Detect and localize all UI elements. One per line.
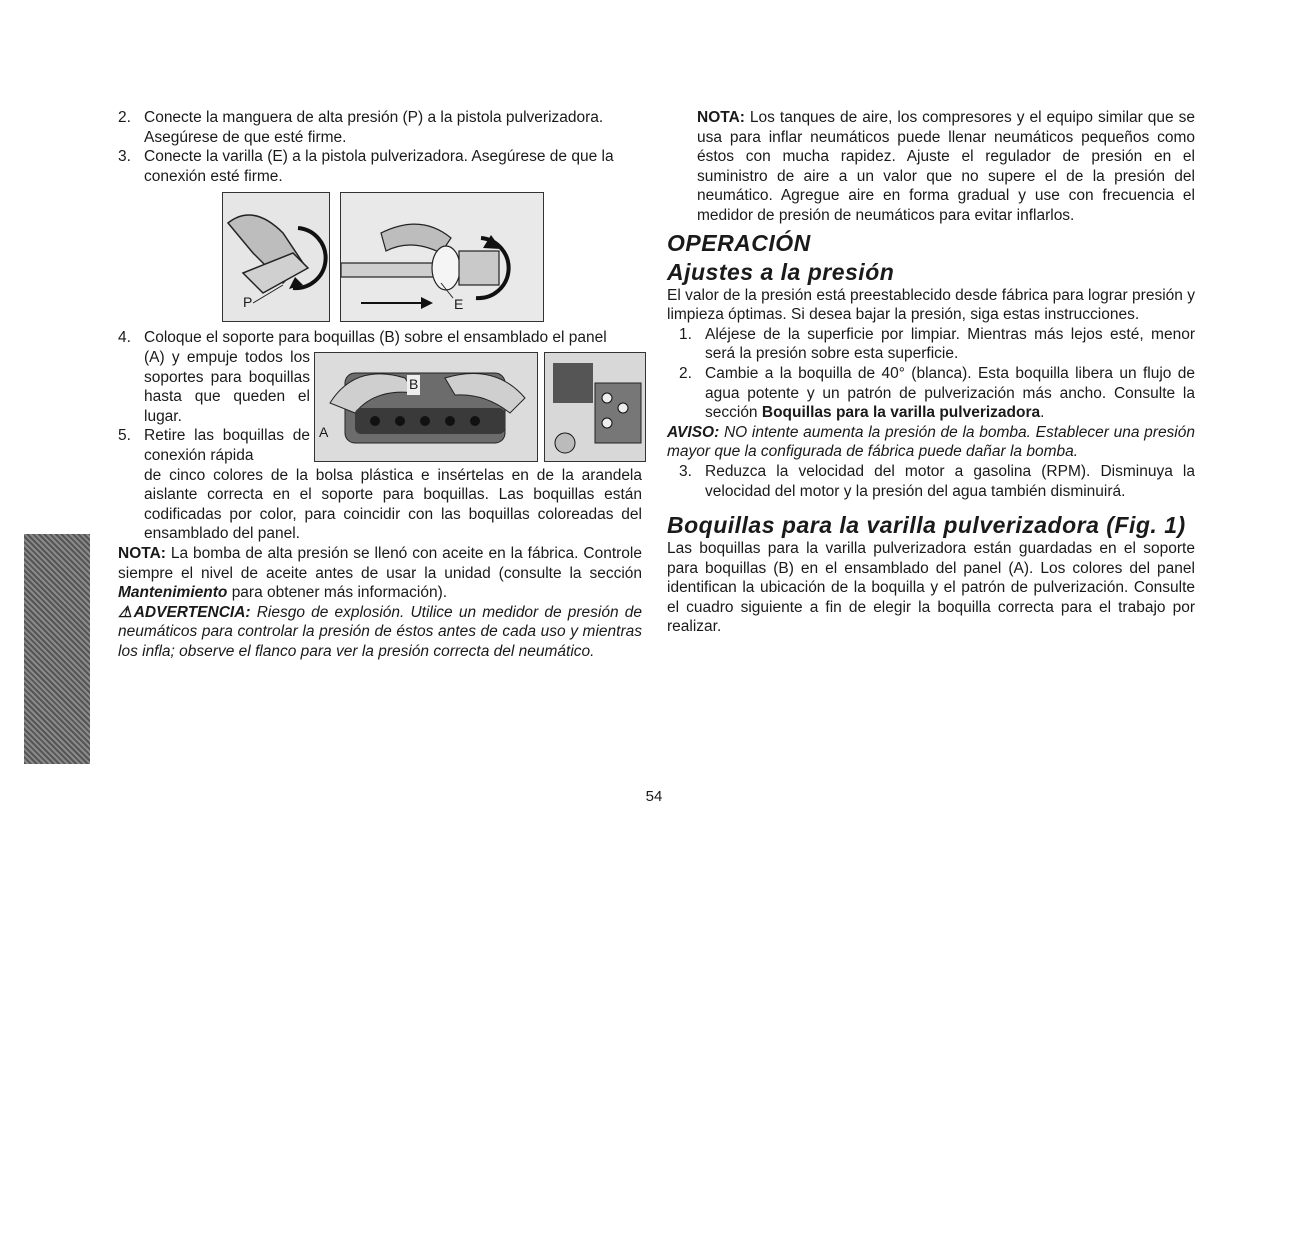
nota-text-end: para obtener más información).: [231, 584, 448, 602]
step-section-ref: Boquillas para la varilla pulverizadora: [761, 404, 1041, 422]
ajuste-step-3: [667, 462, 1195, 501]
nota-text: Los tanques de aire, los compresores y el equipo similar que se usa para inflar neumáticos puede llenar neumáticos pequeños como éstos con mucha rapidez. Ajuste el regulador de presión en el suministro de aire a un valor que no supere el de la presión del neumático. Agregue aire en forma gradual y use con frecuencia el medidor de presión de neumáticos para evitar inflarlos.: [697, 109, 1195, 224]
connection-figures: [222, 192, 642, 322]
step-3: [118, 147, 642, 186]
heading-boquillas: Boquillas para la varilla pulverizadora (Fig. 1): [667, 512, 1186, 539]
heading-operacion: OPERACIÓN: [667, 229, 811, 256]
wand-gun-illustration: [341, 193, 543, 321]
language-tab: [24, 534, 90, 1234]
nozzle-holder-illustration: [315, 353, 537, 461]
step-text-end: .: [1040, 404, 1045, 422]
step-text: Coloque el soporte para boquillas (B) sobre el ensamblado el panel: [144, 329, 607, 347]
figure-label-p: P: [243, 294, 253, 311]
aviso-pump: [667, 423, 1195, 462]
nozzle-closeup-illustration: [545, 353, 645, 461]
nozzle-holder-figure: [314, 352, 538, 462]
step-5-continued: de cinco colores de la bolsa plástica e insértelas en de la arandela aislante correcta en el soporte para boquillas. Las boquillas están codificadas por color, para coincidir con las boquillas coloreadas del ensamblado del panel.: [144, 466, 642, 543]
wand-connection-figure: [340, 192, 544, 322]
step-text: Conecte la manguera de alta presión (P) a la pistola pulverizadora. Asegúrese de que esté firme.: [144, 109, 604, 146]
hose-connection-figure: [222, 192, 330, 322]
aviso-label: AVISO:: [667, 423, 720, 441]
figure-label-b: B: [407, 375, 420, 395]
step-text: Conecte la varilla (E) a la pistola pulverizadora. Asegúrese de que la conexión esté firme.: [144, 148, 614, 185]
step-number: 1.: [679, 325, 692, 343]
page-number: 54: [645, 788, 663, 805]
heading-ajustes-presion: Ajustes a la presión: [667, 258, 895, 285]
figure-label-a: A: [319, 423, 329, 440]
nozzle-closeup-figure: [544, 352, 646, 462]
ajuste-step-2: [667, 364, 1195, 423]
right-column: [667, 108, 1195, 637]
advertencia-explosion: [118, 603, 642, 662]
step-2: [118, 108, 642, 147]
language-tab-label: Español: [57, 1117, 90, 1234]
step-4-5-text: [118, 348, 310, 466]
step-number: 2.: [679, 364, 692, 382]
ajustes-intro: El valor de la presión está preestablecido desde fábrica para lograr presión y limpieza óptimas. Si desea bajar la presión, siga estas instrucciones.: [667, 286, 1195, 324]
aviso-text: NO intente aumenta la presión de la bomba. Establecer una presión mayor que la configurada de fábrica puede dañar la bomba.: [667, 423, 1195, 461]
step-number: 5.: [118, 427, 131, 445]
hose-gun-illustration: [223, 193, 329, 321]
nota-label: NOTA:: [118, 544, 166, 562]
left-column: [118, 108, 642, 661]
step-text: Retire las boquillas de conexión rápida: [144, 427, 310, 464]
ajuste-step-1: [667, 325, 1195, 364]
boquillas-text: Las boquillas para la varilla pulverizadora están guardadas en el soporte para boquillas (B) en el ensamblado del panel (A). Los colores del panel identifican la ubicación de la boquilla y el patrón de pulverización. Consulte el cuadro siguiente a fin de elegir la boquilla correcta para el trabajo por realizar.: [667, 540, 1195, 636]
nota-section-ref: Mantenimiento: [118, 584, 228, 602]
step-text: [705, 364, 1195, 423]
nota-pump-oil: [118, 544, 642, 603]
step-text: Reduzca la velocidad del motor a gasolina (RPM). Disminuya la velocidad del motor y la presión del agua también disminuirá.: [705, 462, 1195, 500]
step-number: 4.: [118, 329, 131, 347]
step-number: 3.: [679, 462, 692, 480]
step-4-continued: (A) y empuje todos los soportes para boquillas hasta que queden el lugar.: [144, 348, 310, 425]
figure-label-e: E: [454, 296, 464, 313]
step-text: Aléjese de la superficie por limpiar. Mientras más lejos esté, menor será la presión sobre esta superficie.: [705, 325, 1195, 363]
warning-text: Riesgo de explosión. Utilice un medidor de presión de neumáticos para controlar la presión de éstos antes de cada uso y mientras los infla; observe el flanco para ver la presión correcta del neumático.: [118, 603, 642, 660]
step-4: [118, 328, 642, 348]
step-number: 2.: [118, 109, 131, 126]
nota-tire-inflation: [667, 108, 1195, 226]
step-text-main: Cambie a la boquilla de 40° (blanca). Esta boquilla libera un flujo de agua potente y un patrón de pulverización más ancho. Consulte la sección: [705, 364, 1195, 422]
nozzle-holder-figures: [314, 352, 646, 466]
warning-label: ⚠ADVERTENCIA:: [118, 603, 251, 621]
step-number: 3.: [118, 148, 131, 166]
nota-text: La bomba de alta presión se llenó con aceite en la fábrica. Controle siempre el nivel de aceite antes de usar la unidad (consulte la sección: [118, 544, 642, 582]
step-4-5-block: [118, 348, 642, 466]
nota-label: NOTA:: [697, 109, 745, 126]
step-5: [118, 426, 310, 465]
